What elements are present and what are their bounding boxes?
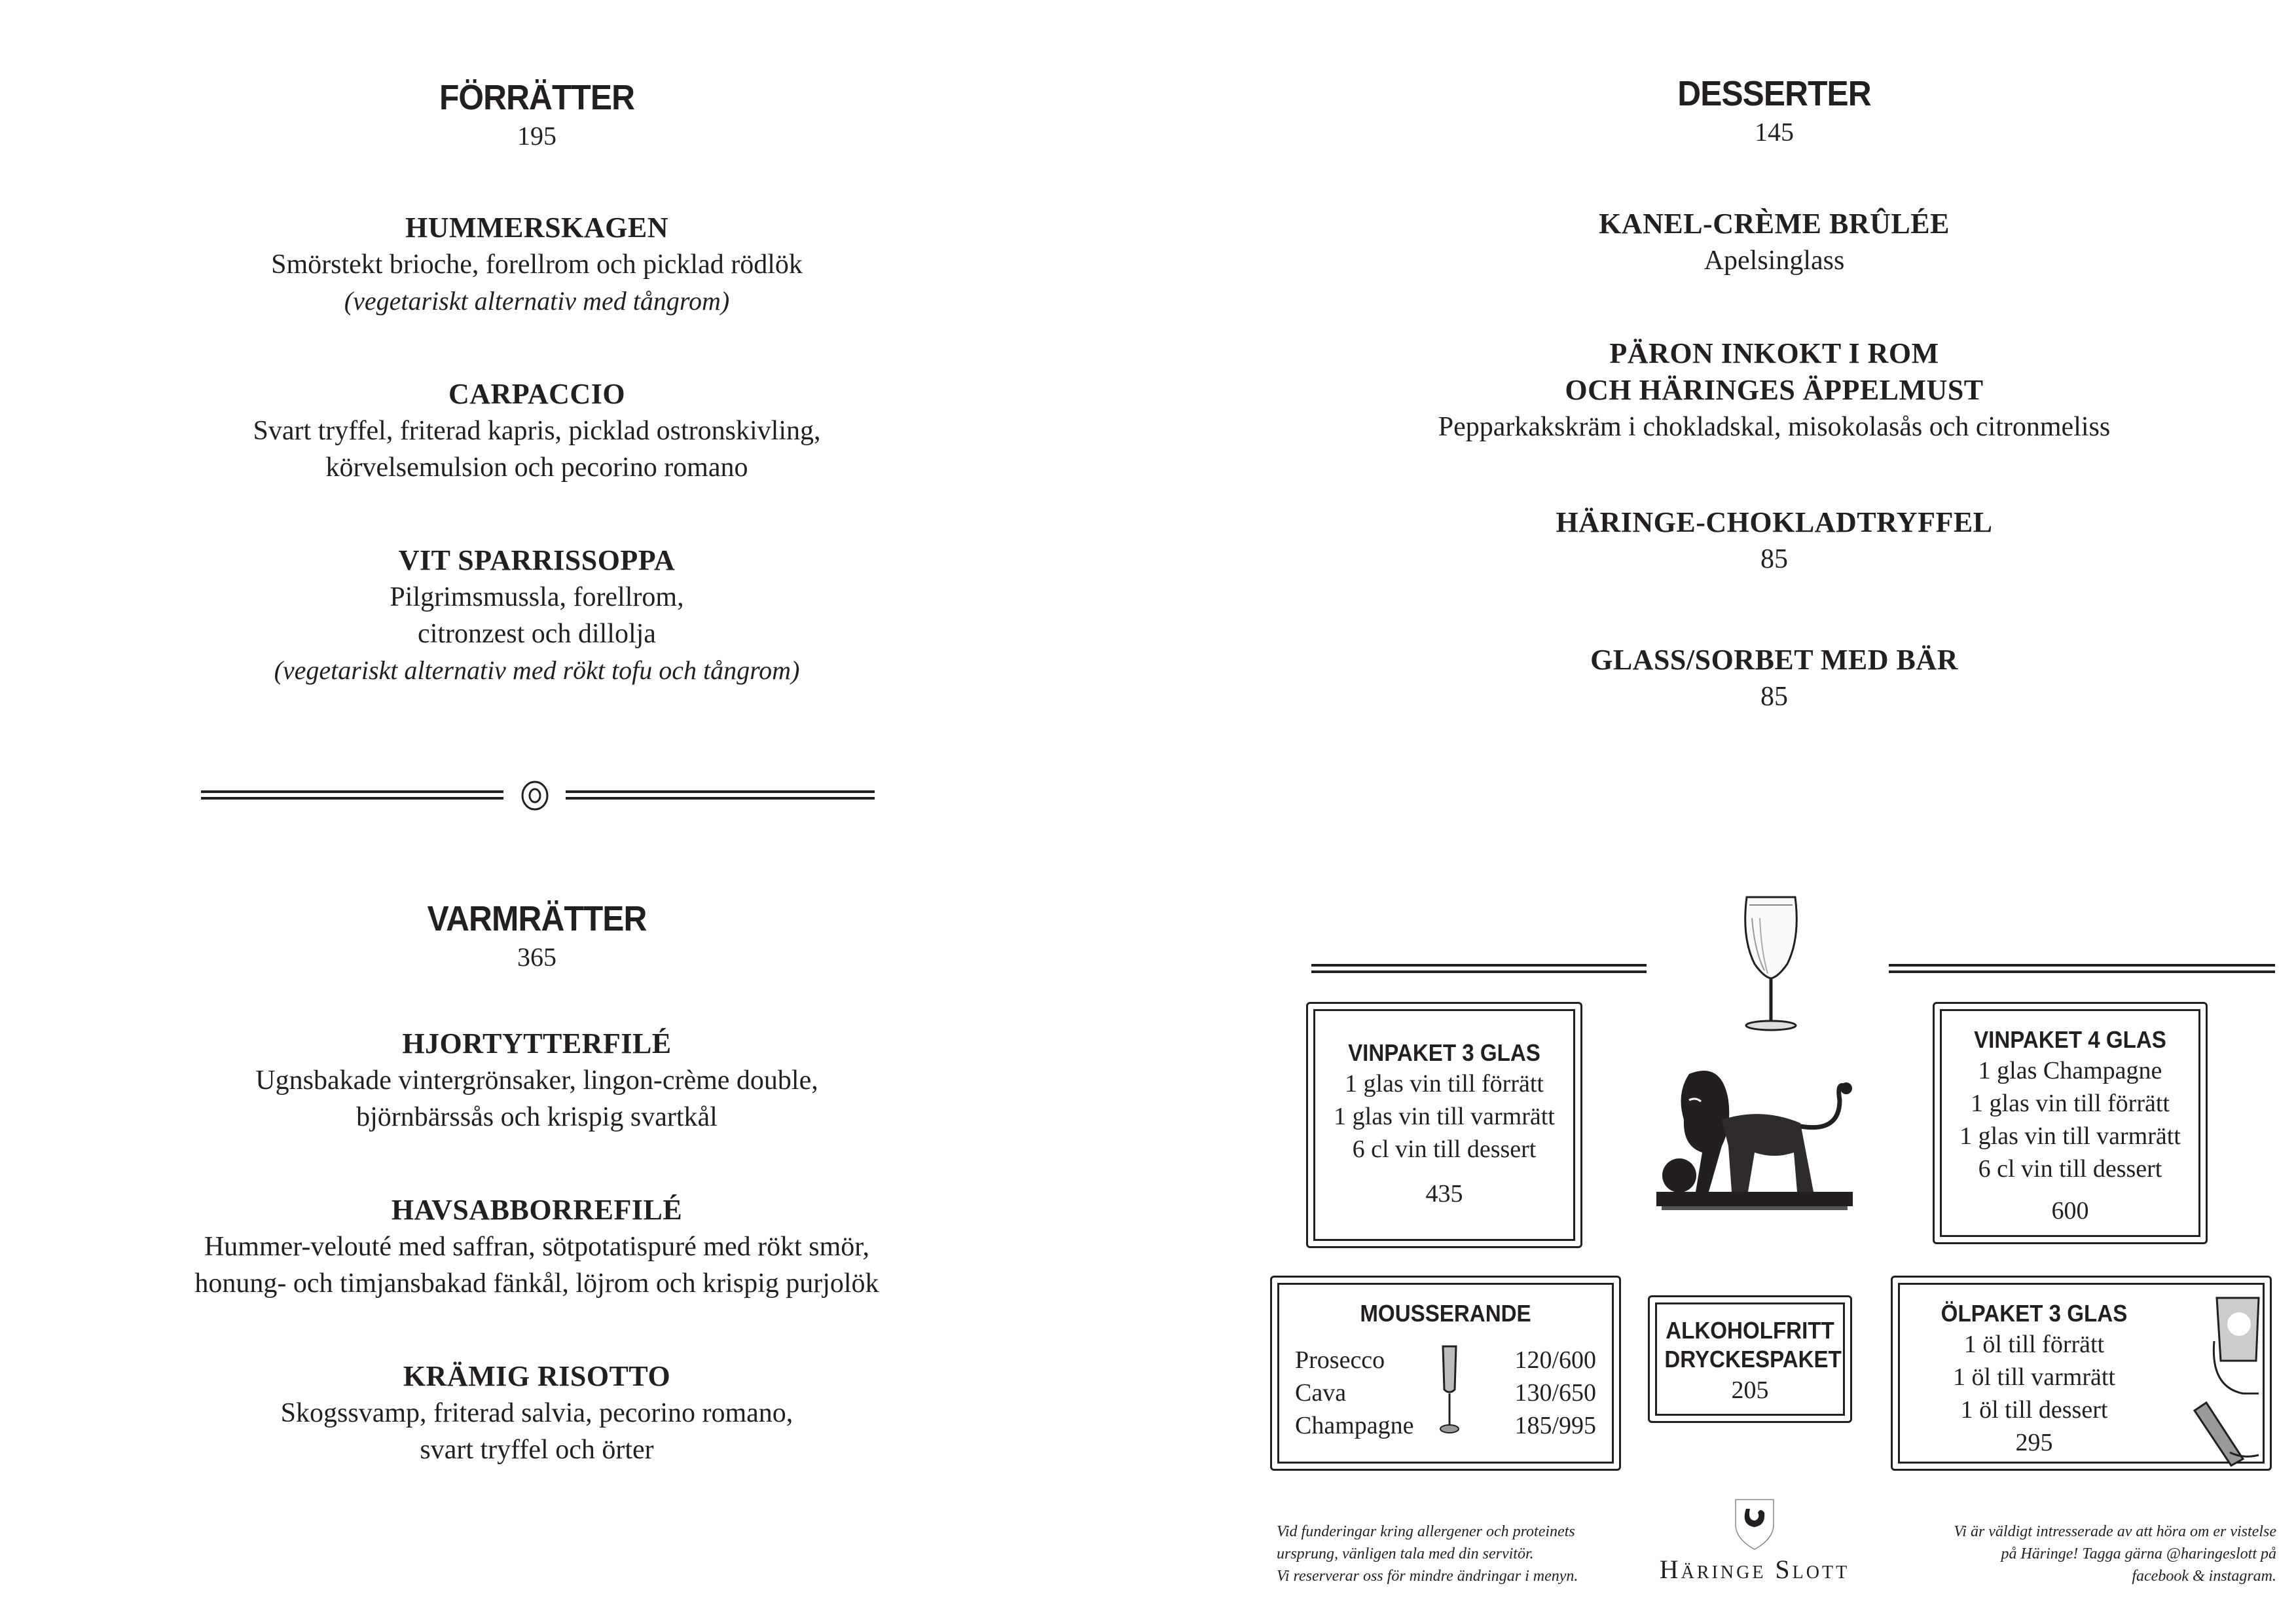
dish-havsabborrefile (0, 1192, 1074, 1302)
dish-desc: citronzest och dillolja (418, 619, 656, 649)
box-line: 1 glas vin till förrätt (1971, 1090, 2170, 1117)
section-title: DESSERTER (1677, 74, 1871, 113)
box-inner (1940, 1009, 2200, 1237)
box-title: ÖLPAKET 3 GLAS (1941, 1300, 2128, 1327)
drink-price: 120/600 (1514, 1346, 1596, 1374)
vinpaket-4-glas-box (1933, 1002, 2208, 1244)
box-line: 1 glas vin till varmrätt (1959, 1122, 2181, 1150)
footer-line: facebook & instagram. (2132, 1568, 2276, 1585)
lion-emblem-icon (1650, 1061, 1866, 1218)
dish-name: PÄRON INKOKT I ROM (1609, 337, 1939, 369)
box-title: VINPAKET 3 GLAS (1348, 1039, 1540, 1066)
dessert-glass-sorbet (1270, 642, 2278, 715)
dish-desc: körvelsemulsion och pecorino romano (325, 452, 748, 483)
vinpaket-3-glas-box (1306, 1002, 1582, 1248)
dish-desc: Apelsinglass (1704, 246, 1845, 276)
dessert-creme-brulee (1270, 206, 2278, 279)
mousserande-names (1295, 1344, 1414, 1442)
box-inner (1898, 1283, 2265, 1464)
olpaket-text (1900, 1285, 2168, 1459)
dish-carpaccio (0, 376, 1074, 486)
desserter-section (1270, 73, 2278, 715)
dish-note: (vegetariskt alternativ med tångrom) (344, 286, 730, 316)
divider-line-left (201, 790, 503, 800)
footer-social-note (1954, 1521, 2276, 1587)
section-price: 365 (517, 942, 556, 972)
drink-price: 185/995 (1514, 1412, 1596, 1439)
box-line: 1 öl till varmrätt (1952, 1363, 2115, 1391)
dessert-paron (1270, 335, 2278, 445)
dish-name: CARPACCIO (448, 378, 626, 410)
dessert-chokladtryffel (1270, 504, 2278, 578)
box-price: 205 (1731, 1376, 1769, 1404)
box-price: 295 (2015, 1429, 2053, 1456)
box-line: 1 glas vin till förrätt (1345, 1070, 1544, 1098)
dish-name: HUMMERSKAGEN (405, 212, 668, 244)
divider-line-right (566, 790, 875, 800)
double-circle-ornament-icon (520, 781, 550, 811)
box-line: 6 cl vin till dessert (1978, 1155, 2162, 1183)
dish-hjortytterfile (0, 1025, 1074, 1135)
drink-name: Champagne (1295, 1412, 1414, 1439)
box-line: 1 glas Champagne (1978, 1057, 2162, 1084)
dish-kramig-risotto (0, 1358, 1074, 1468)
dish-desc: Hummer-velouté med saffran, sötpotatispuré med rökt smör, (204, 1232, 870, 1262)
drink-name: Cava (1295, 1379, 1347, 1407)
section-title: VARMRÄTTER (427, 899, 647, 938)
dish-desc: svart tryffel och örter (420, 1435, 654, 1465)
dish-name: HJORTYTTERFILÉ (402, 1027, 672, 1060)
box-title: ALKOHOLFRITT (1666, 1317, 1834, 1344)
dish-hummerskagen (0, 210, 1074, 320)
dish-note: (vegetariskt alternativ med rökt tofu och tångrom) (274, 655, 800, 685)
dish-price: 85 (1760, 544, 1788, 574)
box-title: MOUSSERANDE (1360, 1300, 1531, 1327)
box-price: 600 (2051, 1197, 2089, 1225)
dish-name: GLASS/SORBET MED BÄR (1590, 644, 1958, 676)
dish-name: VIT SPARRISSOPPA (398, 544, 676, 576)
dish-name: OCH HÄRINGES ÄPPELMUST (1565, 374, 1984, 406)
section-price: 145 (1755, 117, 1794, 147)
footer-line: Vid funderingar kring allergener och proteinets (1277, 1523, 1575, 1540)
olpaket-box (1891, 1276, 2272, 1471)
brand-name: Häringe Slott (1659, 1555, 1850, 1584)
dish-desc: Svart tryffel, friterad kapris, picklad ostronskivling, (253, 416, 821, 446)
box-title: DRYCKESPAKET (1664, 1346, 1842, 1373)
dish-desc: björnbärssås och krispig svartkål (356, 1102, 718, 1132)
footer-line: på Häringe! Tagga gärna @haringeslott på (2001, 1545, 2276, 1562)
box-line: 1 glas vin till varmrätt (1334, 1103, 1555, 1130)
footer-line: Vi är väldigt intresserade av att höra om er vistelse (1954, 1523, 2276, 1540)
box-price: 435 (1425, 1180, 1463, 1208)
box-line: 1 öl till förrätt (1963, 1331, 2105, 1358)
drinks-line-right (1889, 964, 2275, 973)
beer-glass-bottle-icon (2191, 1295, 2263, 1467)
dish-desc: Ugnsbakade vintergrönsaker, lingon-crème double, (255, 1065, 818, 1096)
drink-price: 130/650 (1514, 1379, 1596, 1407)
dish-name: HÄRINGE-CHOKLADTRYFFEL (1556, 506, 1993, 538)
section-title: FÖRRÄTTER (439, 78, 635, 117)
dish-vit-sparrissoppa (0, 542, 1074, 689)
box-line: 1 öl till dessert (1960, 1396, 2108, 1424)
mousserande-prices (1514, 1344, 1596, 1442)
wine-glass-icon (1735, 892, 1807, 1033)
haringe-slott-logo (1637, 1498, 1872, 1585)
box-inner (1277, 1283, 1614, 1464)
box-inner (1655, 1302, 1845, 1416)
section-divider (201, 781, 875, 809)
drink-name: Prosecco (1295, 1346, 1385, 1374)
dish-name: KRÄMIG RISOTTO (403, 1360, 671, 1392)
dish-desc: Smörstekt brioche, forellrom och picklad rödlök (271, 249, 803, 280)
shield-crest-icon (1732, 1498, 1777, 1551)
champagne-flute-icon (1436, 1344, 1463, 1435)
dish-desc: Skogssvamp, friterad salvia, pecorino romano, (280, 1398, 793, 1428)
box-inner (1313, 1009, 1575, 1241)
box-line: 6 cl vin till dessert (1352, 1135, 1537, 1163)
dish-name: KANEL-CRÈME BRÛLÉE (1599, 208, 1950, 240)
forratter-section (0, 77, 1074, 689)
varmratter-section (0, 898, 1074, 1468)
mousserande-box (1270, 1276, 1621, 1471)
footer-allergen-note (1277, 1521, 1578, 1587)
footer-line: Vi reserverar oss för mindre ändringar i menyn. (1277, 1568, 1578, 1585)
dish-desc: honung- och timjansbakad fänkål, löjrom och krispig purjolök (194, 1268, 879, 1299)
dish-desc: Pepparkakskräm i chokladskal, misokolasås och citronmeliss (1438, 412, 2111, 442)
drinks-line-left (1311, 964, 1647, 973)
alkoholfritt-box (1648, 1295, 1852, 1423)
dish-desc: Pilgrimsmussla, forellrom, (390, 582, 684, 612)
section-price: 195 (517, 121, 556, 151)
box-title: VINPAKET 4 GLAS (1974, 1026, 2166, 1053)
footer-line: ursprung, vänligen tala med din servitör. (1277, 1545, 1534, 1562)
dish-price: 85 (1760, 682, 1788, 712)
dish-name: HAVSABBORREFILÉ (391, 1194, 683, 1226)
